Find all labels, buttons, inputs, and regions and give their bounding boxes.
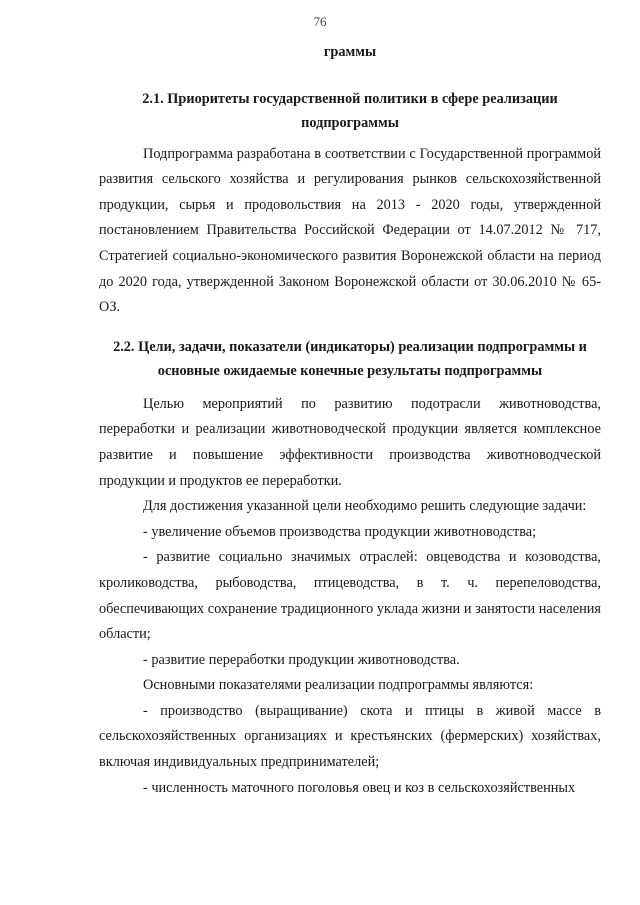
page-content xyxy=(99,40,601,801)
paragraph: Подпрограмма разработана в соответствии с Государственной программой развития сельского хозяйства и регулирования рынков сельскохозяйственной продукции, сырья и продовольствия на 2013 - 2020 годы, утвержденной постановлением Правительства Российской Федерации от 14.07.2012 № 717, Стратегией социально-экономического развития Воронежской области на период до 2020 года, утвержденной Законом Воронежской области от 30.06.2010 № 65-ОЗ. xyxy=(99,145,601,316)
page-number: 76 xyxy=(313,14,327,29)
paragraph: Основными показателями реализации подпрограммы являются: xyxy=(143,677,534,694)
list-item: - развитие переработки продукции животноводства. xyxy=(143,651,460,668)
list-item: - развитие социально значимых отраслей: овцеводства и козоводства, кролиководства, рыбоводства, птицеводства, в т. ч. перепеловодства, обеспечивающих сохранение традиционного уклада жизни и занятости населения области; xyxy=(99,549,601,643)
list-item: - производство (выращивание) скота и птицы в живой массе в сельскохозяйственных организациях и крестьянских (фермерских) хозяйствах, включая индивидуальных предпринимателей; xyxy=(99,702,601,771)
section-heading-2-2: 2.2. Цели, задачи, показатели (индикаторы) реализации подпрограммы и основные ожидаемые конечные результаты подпрограммы xyxy=(113,338,587,380)
continued-heading: граммы xyxy=(323,44,377,60)
paragraph: Для достижения указанной цели необходимо решить следующие задачи: xyxy=(143,498,587,515)
list-item: - численность маточного поголовья овец и коз в сельскохозяйственных xyxy=(143,779,576,796)
section-2-1-body xyxy=(99,142,601,321)
section-heading-2-1: 2.1. Приоритеты государственной политики в сфере реализации подпрограммы xyxy=(142,90,558,132)
list-item: - увеличение объемов производства продукции животноводства; xyxy=(143,523,537,540)
section-2-2-body xyxy=(99,392,601,802)
paragraph: Целью мероприятий по развитию подотрасли животноводства, переработки и реализации животноводческой продукции является комплексное развитие и повышение эффективности производства животноводческой продукции и продуктов ее переработки. xyxy=(99,395,601,489)
